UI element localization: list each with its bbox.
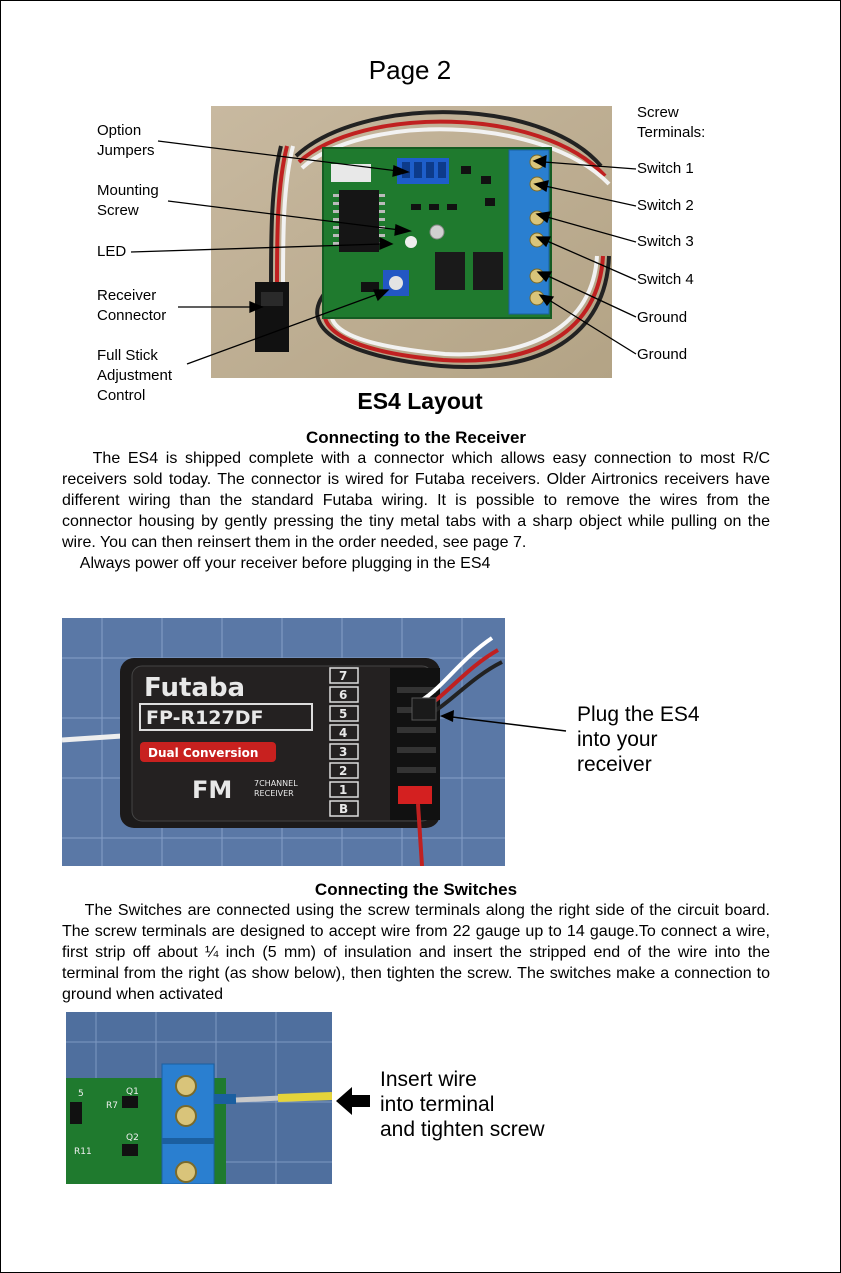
- text-line: Terminals:: [637, 124, 706, 141]
- terminal-photo: [66, 1012, 332, 1184]
- label-text: [97, 181, 159, 221]
- text-line: into your: [577, 728, 658, 751]
- text-line: Adjustment: [97, 367, 173, 384]
- text-line: Jumpers: [97, 142, 155, 159]
- text-line: Full Stick: [97, 347, 158, 364]
- label-switch-4: Switch 4: [637, 271, 694, 288]
- label-text: [97, 346, 172, 406]
- label-switch-2: Switch 2: [637, 197, 694, 214]
- page-title: Page 2: [368, 55, 452, 85]
- screw-terminals-title: [637, 103, 705, 143]
- receiver-badge: Dual Conversion: [148, 746, 259, 760]
- channel-number: 5: [339, 707, 348, 721]
- switches-paragraph: [62, 900, 775, 1005]
- receiver-paragraph: [62, 448, 775, 574]
- label-ground-2: Ground: [637, 346, 688, 363]
- label-text: [97, 121, 155, 161]
- label-led: LED: [97, 243, 127, 260]
- receiver-photo-caption: [577, 702, 700, 777]
- pcb-mark-r11: R11: [74, 1147, 92, 1157]
- figure-title: ES4 Layout: [357, 388, 483, 414]
- caption-text: [380, 1067, 545, 1142]
- label-mounting-screw: [97, 181, 159, 221]
- label-switch-3: Switch 3: [637, 233, 694, 250]
- label-ground-1: Ground: [637, 309, 688, 326]
- label-receiver-connector: [97, 286, 166, 326]
- channel-number: 3: [339, 745, 348, 759]
- receiver-photo: [62, 618, 505, 866]
- receiver-channel-1: 7CHANNEL: [254, 779, 298, 788]
- text-line: Control: [97, 387, 146, 404]
- text-line: receiver: [577, 753, 652, 776]
- pcb-mark-q2: Q2: [126, 1133, 139, 1143]
- label-switch-1: Switch 1: [637, 160, 694, 177]
- channel-number: B: [339, 802, 349, 816]
- label-option-jumpers: [97, 121, 155, 161]
- receiver-paragraph-2: Always power off your receiver before plugging in the ES4: [62, 555, 491, 572]
- receiver-model: FP-R127DF: [146, 707, 264, 729]
- text-line: Connector: [97, 307, 167, 324]
- receiver-channel-2: RECEIVER: [254, 789, 294, 798]
- pcb-mark-r7: R7: [106, 1101, 118, 1111]
- channel-number: 7: [339, 669, 348, 683]
- terminal-photo-caption: [380, 1067, 545, 1142]
- section-heading-receiver: Connecting to the Receiver: [305, 428, 527, 447]
- receiver-paragraph-1: The ES4 is shipped complete with a connector which allows easy connection to most R/C receivers sold today. The connector is wired for Futaba receivers. Older Airtronics receivers have different wiring than the standard Futaba wiring. It is possible to remove the wires from the connector housing by gently pressing the tiny metal tabs with a sharp object while pulling on the wire. You can then reinsert them in the order needed, see page 7.: [62, 450, 775, 551]
- channel-number: 1: [339, 783, 348, 797]
- channel-number: 6: [339, 688, 348, 702]
- label-full-stick-adjustment: [97, 346, 172, 406]
- receiver-brand: Futaba: [144, 673, 246, 703]
- text-line: Insert wire: [380, 1068, 477, 1091]
- es4-board-photo: [211, 106, 612, 378]
- receiver-fm: FM: [192, 776, 233, 804]
- text-line: Screw: [97, 202, 139, 219]
- channel-number: 4: [339, 726, 348, 740]
- pcb-mark-5: 5: [78, 1089, 84, 1099]
- text-line: Screw: [637, 104, 679, 121]
- text-line: Mounting: [97, 182, 159, 199]
- text-line: into terminal: [380, 1093, 495, 1116]
- caption-text: [577, 702, 700, 777]
- switches-paragraph-text: The Switches are connected using the screw terminals along the right side of the circuit board. The screw terminals are designed to accept wire from 22 gauge up to 14 gauge.To connect a wire, first strip off about ¼ inch (5 mm) of insulation and insert the stripped end of the wire into the terminal from the right (as show below), then tighten the screw. The switches make a connection to ground when activated: [62, 902, 775, 1003]
- channel-number: 2: [339, 764, 348, 778]
- label-text: [97, 286, 166, 326]
- pcb-mark-q1: Q1: [126, 1087, 139, 1097]
- text-line: Option: [97, 122, 142, 139]
- section-heading-switches: Connecting the Switches: [314, 880, 518, 899]
- label-text: [637, 103, 705, 143]
- text-line: Receiver: [97, 287, 157, 304]
- text-line: and tighten screw: [380, 1118, 545, 1141]
- text-line: Plug the ES4: [577, 703, 700, 726]
